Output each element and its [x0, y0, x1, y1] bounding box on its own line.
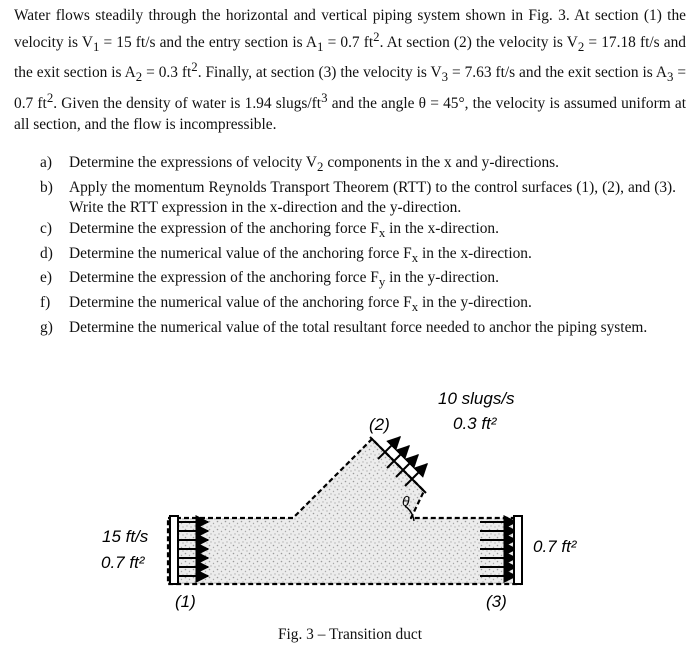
outlet-velocity-arrows [480, 522, 516, 576]
task-item [40, 153, 676, 178]
section-3-label: (3) [486, 592, 507, 611]
task-item [40, 219, 676, 244]
branch-area-label: 0.3 ft² [453, 414, 497, 433]
task-marker: f) [40, 293, 51, 311]
outlet-area-label: 0.7 ft² [533, 537, 577, 556]
task-text: Determine the numerical value of the anchoring force $F_x$ in the y-direction. [69, 293, 532, 314]
task-text: Determine the expression of the anchoring force $F_x$ in the x-direction. [69, 219, 499, 240]
inlet-section-bracket [170, 516, 178, 584]
task-text: Apply the momentum Reynolds Transport Theorem (RTT) to the control surfaces (1), (2), and (3). Write the RTT expression in the x-direction and the y-direction. [69, 178, 676, 217]
task-text: Determine the expressions of velocity $V_2$ components in the x and y-directions. [69, 154, 559, 175]
task-text: Determine the expression of the anchoring force $F_y$ in the y-direction. [69, 269, 499, 290]
task-item [40, 268, 676, 293]
task-item [40, 178, 676, 219]
task-marker: e) [40, 269, 52, 287]
section-2-label: (2) [369, 415, 390, 434]
inlet-velocity-arrows [176, 522, 208, 576]
task-marker: a) [40, 154, 52, 171]
task-marker: b) [40, 178, 53, 196]
inlet-area-label: 0.7 ft² [101, 553, 145, 572]
duct-body [168, 439, 521, 584]
inlet-velocity-label: 15 ft/s [102, 527, 149, 546]
task-item [40, 244, 676, 269]
angle-label: θ [402, 493, 410, 509]
task-marker: g) [40, 318, 53, 336]
transition-duct-figure [0, 380, 700, 652]
task-item [40, 293, 676, 318]
branch-flow-label: 10 slugs/s [438, 389, 515, 408]
figure-caption: Fig. 3 – Transition duct [277, 626, 423, 643]
section-1-label: (1) [175, 592, 196, 611]
outlet-section-bracket [514, 516, 522, 584]
task-text: Determine the numerical value of the total resultant force needed to anchor the piping system. [69, 318, 648, 336]
task-marker: c) [40, 219, 52, 237]
task-marker: d) [40, 244, 53, 262]
problem-statement: Water flows steadily through the horizontal and vertical piping system shown in Fig. 3. At section (1) the velocity is $V_1 = 15$ ft/s and the entry section is $A_1 = 0.7$ $ft^2$. At section (2) the velocity is $V_2 = 17.18$ ft/s and the exit section is $A_2 = 0.3$ $ft^2$. Finally, at section (3) the velocity is $V_3 = 7.63$ ft/s and the exit section is $A_3 = 0.7$ $ft^2$. Given the density of water is 1.94 slugs/$ft^3$ and the angle θ = 45°, the velocity is assumed uniform at all section, and the flow is incompressible. [14, 7, 687, 133]
task-item [40, 318, 676, 339]
task-list [40, 153, 676, 338]
task-text: Determine the numerical value of the anchoring force $F_x$ in the x-direction. [69, 244, 532, 265]
